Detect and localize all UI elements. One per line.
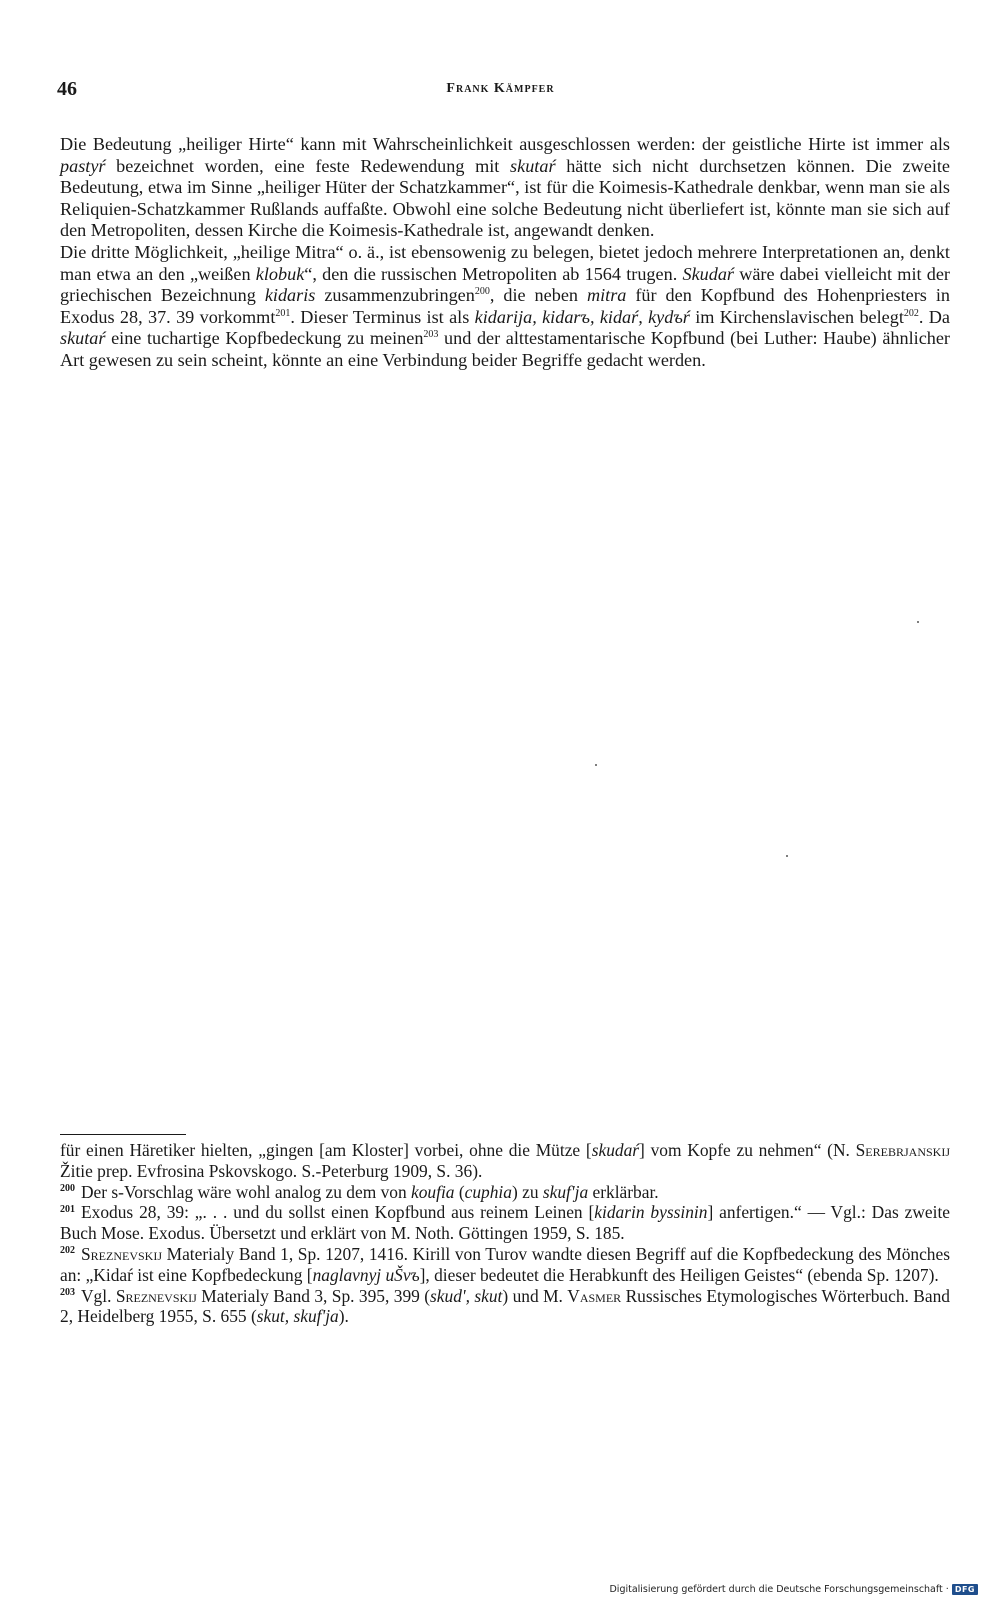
author-name: Sreznevskij (81, 1243, 163, 1264)
text-run: ). (338, 1306, 349, 1327)
text-run: Die dritte Möglichkeit, „heilige Mitra“ o. ä., ist ebensowenig zu belegen, bietet jedoch mehrere Interpretationen an, denkt man etwa an den „weißen (60, 241, 950, 284)
page-number: 46 (57, 78, 77, 100)
text-run: Materialy Band 1, Sp. 1207, 1416. Kirill von Turov wandte diesen Begriff auf die Kopfbedeckung des Mönches an: „Kidaŕ ist eine Kopfbedeckung [ (60, 1243, 950, 1285)
footnote-ref: 203 (423, 329, 439, 341)
author-name: Serebrjanskij (855, 1140, 950, 1160)
footnotes (60, 1140, 950, 1327)
text-run: ] anfertigen.“ — Vgl.: Das zweite Buch Mose. Exodus. Übersetzt und erklärt von M. Noth. Göttingen 1959, S. 185. (60, 1202, 951, 1244)
text-run: , die neben (489, 285, 587, 306)
text-run: ], dieser bedeutet die Herabkunft des Heiligen Geistes“ (ebenda Sp. 1207). (419, 1264, 939, 1285)
body-text (60, 134, 950, 372)
text-run: und der alttestamentarische Kopfbund (bei Luther: Haube) ähnlicher Art gewesen zu sein scheint, könnte an eine Verbindung beider Begriffe gedacht werden. (60, 328, 950, 370)
author-name: Vasmer (567, 1285, 622, 1306)
digitization-text: Digitalisierung gefördert durch die Deutsche Forschungsgemeinschaft · (609, 1584, 949, 1595)
text-run: zusammenzubringen (315, 285, 475, 306)
dfg-logo-icon: DFG (952, 1584, 978, 1595)
text-run: hätte sich nicht durchsetzen können. Die zweite Bedeutung, etwa im Sinne „heiliger Hüter der Schatzkammer“, ist für die Koimesis-Kathedrale denkbar, wenn man sie als Reliquien-Schatzkammer Rußlands auffaßte. Obwohl eine solche Bedeutung nicht überliefert ist, könnte man sie sich auf den Metropoliten, dessen Kirche die Koimesis-Kathedrale ist, angewandt denken. (60, 155, 950, 241)
footnote-number: 200 (60, 1182, 75, 1194)
text-run: Die Bedeutung „heiliger Hirte“ kann mit Wahrscheinlichkeit ausgeschlossen werden: der geistliche Hirte ist immer als (60, 134, 950, 154)
text-run: bezeichnet worden, eine feste Redewendung mit (105, 155, 511, 176)
scan-speck (786, 855, 788, 857)
scan-speck (595, 764, 597, 766)
text-run: ) und M. (502, 1285, 568, 1306)
text-run: für den Kopfbund des Hohenpriesters in Exodus 28, 37. 39 vorkommt (60, 285, 950, 327)
footnote-ref: 202 (903, 307, 919, 319)
italic-term: klobuk (255, 263, 305, 284)
italic-term: skud', skut (430, 1285, 503, 1306)
footnote (60, 1286, 950, 1328)
text-run: erklärbar. (588, 1181, 659, 1202)
text-run: Exodus 28, 39: „. . . und du sollst einen Kopfbund aus reinem Leinen [ (81, 1202, 595, 1223)
footnote (60, 1244, 950, 1286)
page-header (57, 78, 944, 104)
text-run: wäre dabei vielleicht mit der griechischen Bezeichnung (60, 263, 950, 306)
footnote-ref: 201 (275, 307, 291, 319)
paragraph (60, 242, 950, 372)
footnote (60, 1202, 950, 1244)
footnote-number: 201 (60, 1203, 75, 1215)
running-head: Frank Kämpfer (446, 81, 555, 96)
text-run: ] vom Kopfe zu nehmen“ (N. (639, 1140, 856, 1160)
italic-term: Skudaŕ (682, 263, 734, 284)
text-run: im Kirchenslavischen belegt (689, 306, 904, 327)
italic-term: pastyŕ (60, 155, 106, 176)
footnote-number: 203 (60, 1286, 75, 1298)
footnote-number: 202 (60, 1245, 75, 1257)
italic-term: cuphia (464, 1181, 512, 1202)
italic-term: skut, skuf'ja (256, 1306, 339, 1327)
italic-term: kidarin byssinin (594, 1202, 708, 1223)
digitization-notice (609, 1584, 978, 1595)
text-run: . Dieser Terminus ist als (290, 306, 475, 327)
text-run: . Da (918, 306, 950, 327)
text-run: Der s-Vorschlag wäre wohl analog zu dem von (81, 1181, 412, 1202)
italic-term: skuf'ja (542, 1181, 589, 1202)
text-run: für einen Häretiker hielten, „gingen [am Kloster] vorbei, ohne die Mütze [ (60, 1140, 592, 1160)
footnote (60, 1182, 950, 1203)
scan-speck (917, 621, 919, 623)
italic-term: skutaŕ (60, 328, 106, 349)
italic-term: naglavnyj uŠvъ (312, 1264, 420, 1285)
text-run: ) zu (511, 1181, 543, 1202)
italic-term: koufia (411, 1181, 455, 1202)
footnote (60, 1140, 950, 1182)
italic-term: skutaŕ (510, 155, 556, 176)
italic-term: kidarija, kidarъ, kidaŕ, kydъŕ (474, 306, 690, 327)
text-run: eine tuchartige Kopfbedeckung zu meinen (105, 328, 424, 349)
text-run: Russisches Etymologisches Wörterbuch. Band 2, Heidelberg 1955, S. 655 ( (60, 1285, 950, 1327)
text-run: “, den die russischen Metropoliten ab 1564 trugen. (304, 263, 683, 284)
text-run: ( (454, 1181, 465, 1202)
text-run: Žitie prep. Evfrosina Pskovskogo. S.-Peterburg 1909, S. 36). (60, 1160, 483, 1181)
footnote-separator (60, 1134, 186, 1135)
text-run: Materialy Band 3, Sp. 395, 399 ( (196, 1285, 431, 1306)
italic-term: mitra (586, 285, 627, 306)
italic-term: kidaris (264, 285, 316, 306)
text-run: Vgl. (81, 1285, 116, 1306)
paragraph (60, 134, 950, 242)
footnote-ref: 200 (474, 286, 490, 298)
author-name: Sreznevskij (115, 1285, 197, 1306)
italic-term: skudaŕ (591, 1140, 640, 1160)
